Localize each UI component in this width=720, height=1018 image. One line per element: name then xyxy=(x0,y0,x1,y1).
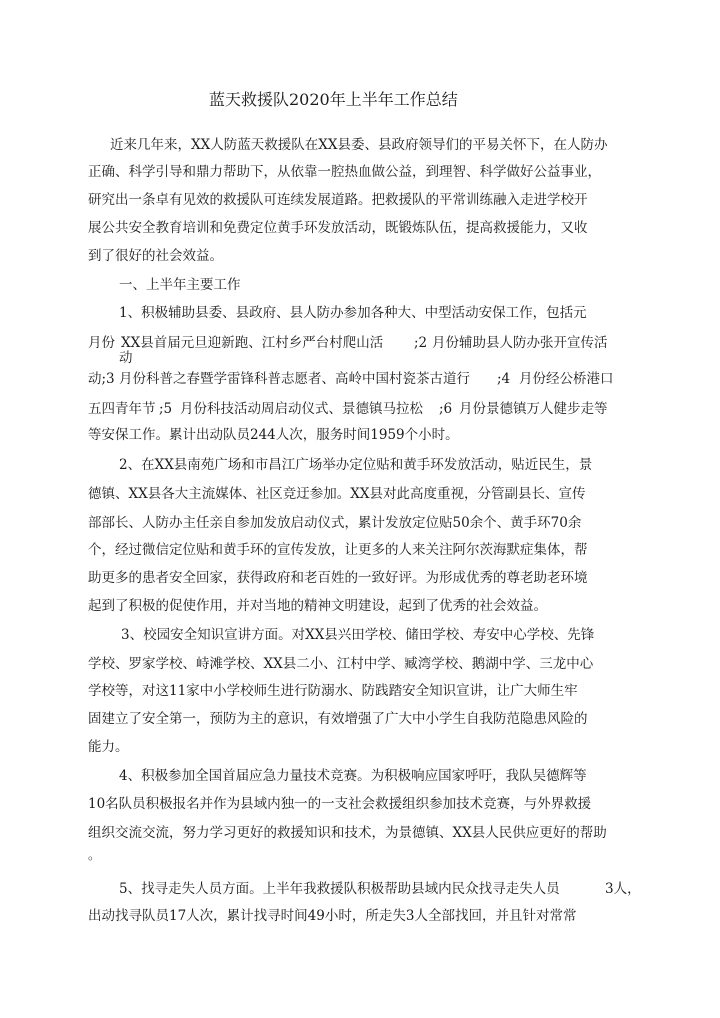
item3-line: 3、校园安全知识宣讲方面。对XX县兴田学校、储田学校、寿安中心学校、先锋 xyxy=(121,627,595,643)
item3-line: 学校等，对这11家中小学校师生进行防溺水、防践踏安全知识宣讲，让广大师生牢 xyxy=(88,683,578,699)
item2-line: 德镇、XX县各大主流媒体、社区竞迂参加。XX县对此高度重视，分管副县长、宣传 xyxy=(88,486,586,502)
section-heading: 一、上半年主要工作 xyxy=(119,277,241,293)
item2-line: 起到了积极的促使作用，并对当地的精神文明建设，起到了优秀的社会效益。 xyxy=(88,598,547,614)
item1-cell: 月份经公桥港口 xyxy=(519,371,614,387)
item1-cell: 月份景德镇万人健步走等 xyxy=(459,401,608,417)
item1-cell: ;6 xyxy=(439,401,453,417)
item5-line-end: 3人， xyxy=(605,881,641,897)
item4-line: 组织交流交流，努力学习更好的救援知识和技术，为景德镇、XX县人民供应更好的帮助 xyxy=(88,825,607,841)
item1-line: 等安保工作。累计出动队员244人次，服务时间1959个小时。 xyxy=(88,427,459,443)
intro-line: 研究出一条卓有见效的救援队可连续发展道路。把救援队的平常训练融入走进学校开 xyxy=(88,192,588,208)
item1-cell: XX县首届元旦迎新跑、江村乡严台村爬山活 xyxy=(121,335,384,351)
item1-line: 1、积极辅助县委、县政府、县人防办参加各种大、中型活动安保工作，包括元 xyxy=(119,305,587,321)
item4-line: 10名队员积极报名并作为县域内独一的一支社会救援组织参加技术竞赛，与外界救援 xyxy=(88,796,592,812)
item1-cell: 月份科普之春暨学雷锋科普志愿者、高岭中国村瓷茶古道行 xyxy=(119,371,470,387)
item2-line: 2、在XX县南苑广场和市昌江广场举办定位贴和黄手环发放活动，贴近民生，景 xyxy=(119,457,593,473)
item2-line: 部部长、人防办主任亲自参加发放启动仪式，累计发放定位贴50余个、黄手环70余 xyxy=(88,515,582,531)
intro-line: 近来几年来，XX人防蓝天救援队在XX县委、县政府领导们的平易关怀下，在人防办 xyxy=(110,137,608,153)
document-title: 蓝天救援队2020年上半年工作总结 xyxy=(209,90,458,109)
item2-line: 个，经过微信定位贴和黄手环的宣传发放，让更多的人来关注阿尔茨海默症集体，帮 xyxy=(88,542,588,558)
item3-line: 能力。 xyxy=(88,739,129,755)
intro-line: 正确、科学引导和鼎力帮助下，从依靠一腔热血做公益，到理智、科学做好公益事业， xyxy=(88,164,601,180)
item1-cell: 月份辅助县人防办张开宣传活 xyxy=(432,335,608,351)
item1-cell: 动;3 xyxy=(88,371,115,387)
item1-wrap: 动 xyxy=(119,350,133,366)
item4-line: 4、积极参加全国首届应急力量技术竞赛。为积极响应国家呼吁，我队吴德辉等 xyxy=(119,768,587,784)
item1-cell: 月份 xyxy=(88,335,115,351)
item3-line: 学校、罗家学校、峙滩学校、XX县二小、江村中学、臧湾学校、鹅湖中学、三龙中心 xyxy=(88,656,594,672)
item1-cell: ;5 xyxy=(159,401,173,417)
item4-line: 。 xyxy=(88,847,101,862)
item1-cell: 月份科技活动周启动仪式、景德镇马拉松 xyxy=(180,401,423,417)
item5-line: 出动找寻队员17人次，累计找寻时间49小时，所走失3人全部找回，并且针对常常 xyxy=(88,908,577,924)
item5-line: 5、找寻走失人员方面。上半年我救援队积极帮助县域内民众找寻走失人员 xyxy=(119,881,560,897)
intro-line: 到了很好的社会效益。 xyxy=(88,248,223,264)
item3-line: 固建立了安全第一，预防为主的意识，有效增强了广大中小学生自我防范隐患风险的 xyxy=(88,711,588,727)
item2-line: 助更多的患者安全回家，获得政府和老百姓的一致好评。为形成优秀的尊老助老环境 xyxy=(88,570,588,586)
item1-cell: ;4 xyxy=(497,371,511,387)
item1-cell: ;2 xyxy=(414,335,428,351)
intro-line: 展公共安全教育培训和免费定位黄手环发放活动，既锻炼队伍，提高救援能力，又收 xyxy=(88,220,588,236)
item1-cell: 五四青年节 xyxy=(88,401,156,417)
